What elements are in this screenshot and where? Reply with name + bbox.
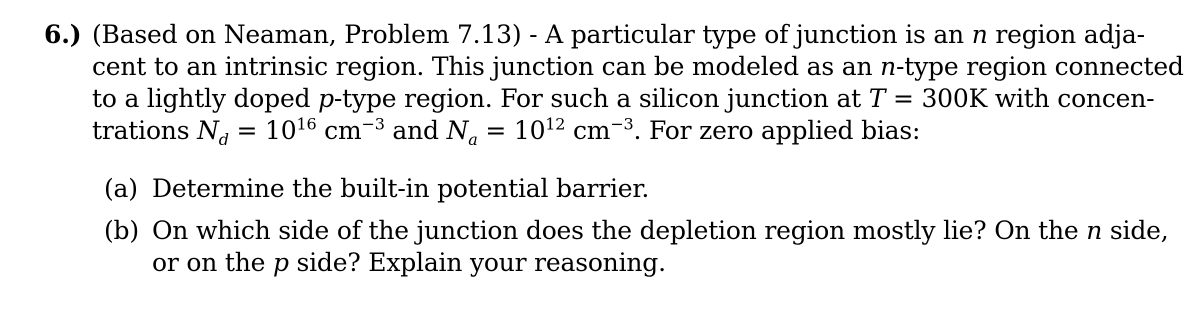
part-b xyxy=(104,215,1169,279)
statement-line-2 xyxy=(44,51,1184,83)
part-label: (a) xyxy=(104,174,138,203)
part-text: or on the xyxy=(152,248,273,277)
part-text-line-2 xyxy=(152,247,1164,279)
problem-number: 6.) xyxy=(44,20,82,49)
math-exponent: −3 xyxy=(361,114,385,134)
part-text: On which side of the junction does the depletion region mostly lie? On the xyxy=(152,216,1087,245)
math-T: T xyxy=(868,84,886,113)
math-unit: cm xyxy=(316,116,362,145)
math-p: p xyxy=(272,248,289,277)
statement-line-3 xyxy=(44,83,1154,115)
part-text: Determine the built-in potential barrier. xyxy=(152,174,650,203)
statement-text: region adja- xyxy=(987,20,1145,49)
math-subscript-d: d xyxy=(218,130,229,149)
statement-line-4 xyxy=(44,115,1154,147)
math-exponent: 12 xyxy=(545,114,566,134)
statement-text: trations xyxy=(92,116,198,145)
problem-parts xyxy=(104,173,1169,289)
math-exponent: 16 xyxy=(296,114,317,134)
math-n: n xyxy=(971,20,988,49)
statement-text: -type region connected xyxy=(896,52,1184,81)
math-equals: = 10 xyxy=(228,116,297,145)
math-N: N xyxy=(446,116,469,145)
math-subscript-a: a xyxy=(468,130,478,149)
math-exponent: −3 xyxy=(610,114,634,134)
statement-text: -type region. For such a silicon junction at xyxy=(333,84,869,113)
math-N: N xyxy=(197,116,219,145)
statement-text: = 300K with concen- xyxy=(885,84,1155,113)
statement-text: to a lightly doped xyxy=(92,84,319,113)
statement-line-1 xyxy=(44,19,1154,51)
statement-text: cent to an intrinsic region. This junction can be modeled as an xyxy=(92,52,881,81)
math-n: n xyxy=(880,52,897,81)
part-a xyxy=(104,173,1164,205)
problem-statement xyxy=(44,19,1184,149)
part-text: side? Explain your reasoning. xyxy=(288,248,666,277)
statement-text: (Based on Neaman, Problem 7.13) - A particular type of junction is an xyxy=(92,20,972,49)
math-equals: = 10 xyxy=(477,116,546,145)
part-text-line-1 xyxy=(152,215,1169,247)
math-n: n xyxy=(1086,216,1103,245)
part-text: side, xyxy=(1102,216,1169,245)
math-p: p xyxy=(318,84,334,113)
statement-text: . For zero applied bias: xyxy=(633,116,921,145)
part-label: (b) xyxy=(104,216,139,245)
math-unit: cm xyxy=(565,116,611,145)
statement-text: and xyxy=(384,116,447,145)
